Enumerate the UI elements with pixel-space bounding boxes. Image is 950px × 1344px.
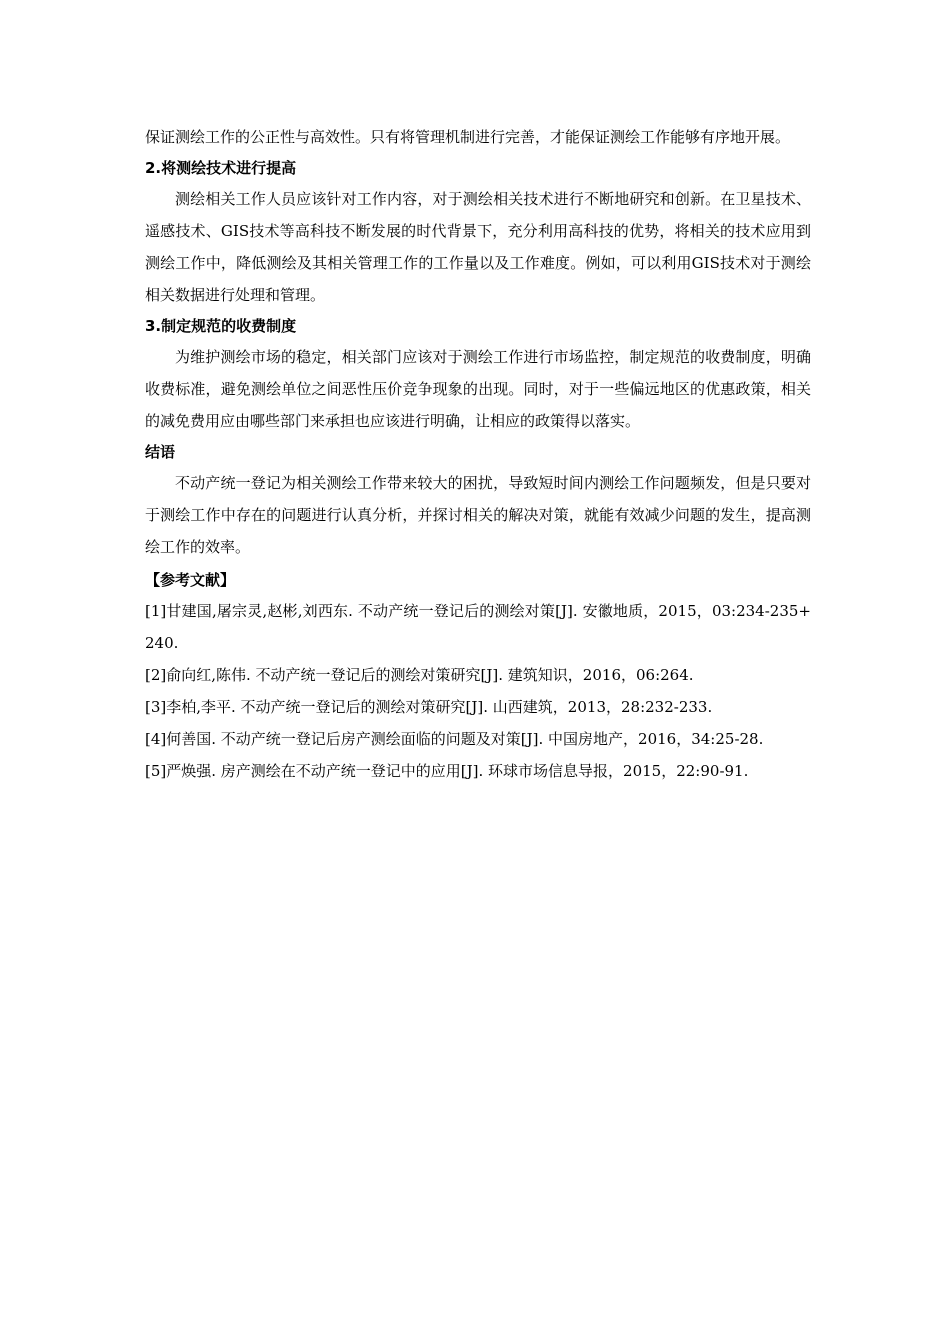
section-2-body: 测绘相关工作人员应该针对工作内容，对于测绘相关技术进行不断地研究和创新。在卫星技术、遥感技术、GIS技术等高科技不断发展的时代背景下，充分利用高科技的优势，将相关的技术应用到测绘工作中，降低测绘及其相关管理工作的工作量以及工作难度。例如，可以利用GIS技术对于测绘相关数据进行处理和管理。 xyxy=(145,190,811,304)
section-2-heading: 2.将测绘技术进行提高 xyxy=(145,159,297,177)
section-3-heading: 3.制定规范的收费制度 xyxy=(145,317,297,335)
reference-item-3: [3]李柏,李平. 不动产统一登记后的测绘对策研究[J]. 山西建筑，2013，28:232-233. xyxy=(145,698,713,716)
conclusion-body: 不动产统一登记为相关测绘工作带来较大的困扰，导致短时间内测绘工作问题频发，但是只要对于测绘工作中存在的问题进行认真分析，并探讨相关的解决对策，就能有效减少问题的发生，提高测绘工作的效率。 xyxy=(145,474,811,556)
references-list xyxy=(145,595,811,787)
references-title: 【参考文献】 xyxy=(145,571,236,589)
reference-item-4: [4]何善国. 不动产统一登记后房产测绘面临的问题及对策[J]. 中国房地产，2016，34:25-28. xyxy=(145,730,764,748)
section-3-body: 为维护测绘市场的稳定，相关部门应该对于测绘工作进行市场监控，制定规范的收费制度，明确收费标准，避免测绘单位之间恶性压价竞争现象的出现。同时，对于一些偏远地区的优惠政策，相关的减免费用应由哪些部门来承担也应该进行明确，让相应的政策得以落实。 xyxy=(145,348,811,430)
reference-item-2: [2]俞向红,陈伟. 不动产统一登记后的测绘对策研究[J]. 建筑知识，2016，06:264. xyxy=(145,666,694,684)
document-page xyxy=(145,121,811,787)
reference-item-5: [5]严焕强. 房产测绘在不动产统一登记中的应用[J]. 环球市场信息导报，2015，22:90-91. xyxy=(145,762,749,780)
reference-item-1: [1]甘建国,屠宗灵,赵彬,刘西东. 不动产统一登记后的测绘对策[J]. 安徽地质，2015，03:234-235+240. xyxy=(145,602,811,652)
intro-paragraph-tail: 保证测绘工作的公正性与高效性。只有将管理机制进行完善，才能保证测绘工作能够有序地开展。 xyxy=(145,128,791,146)
conclusion-heading: 结语 xyxy=(145,443,176,461)
